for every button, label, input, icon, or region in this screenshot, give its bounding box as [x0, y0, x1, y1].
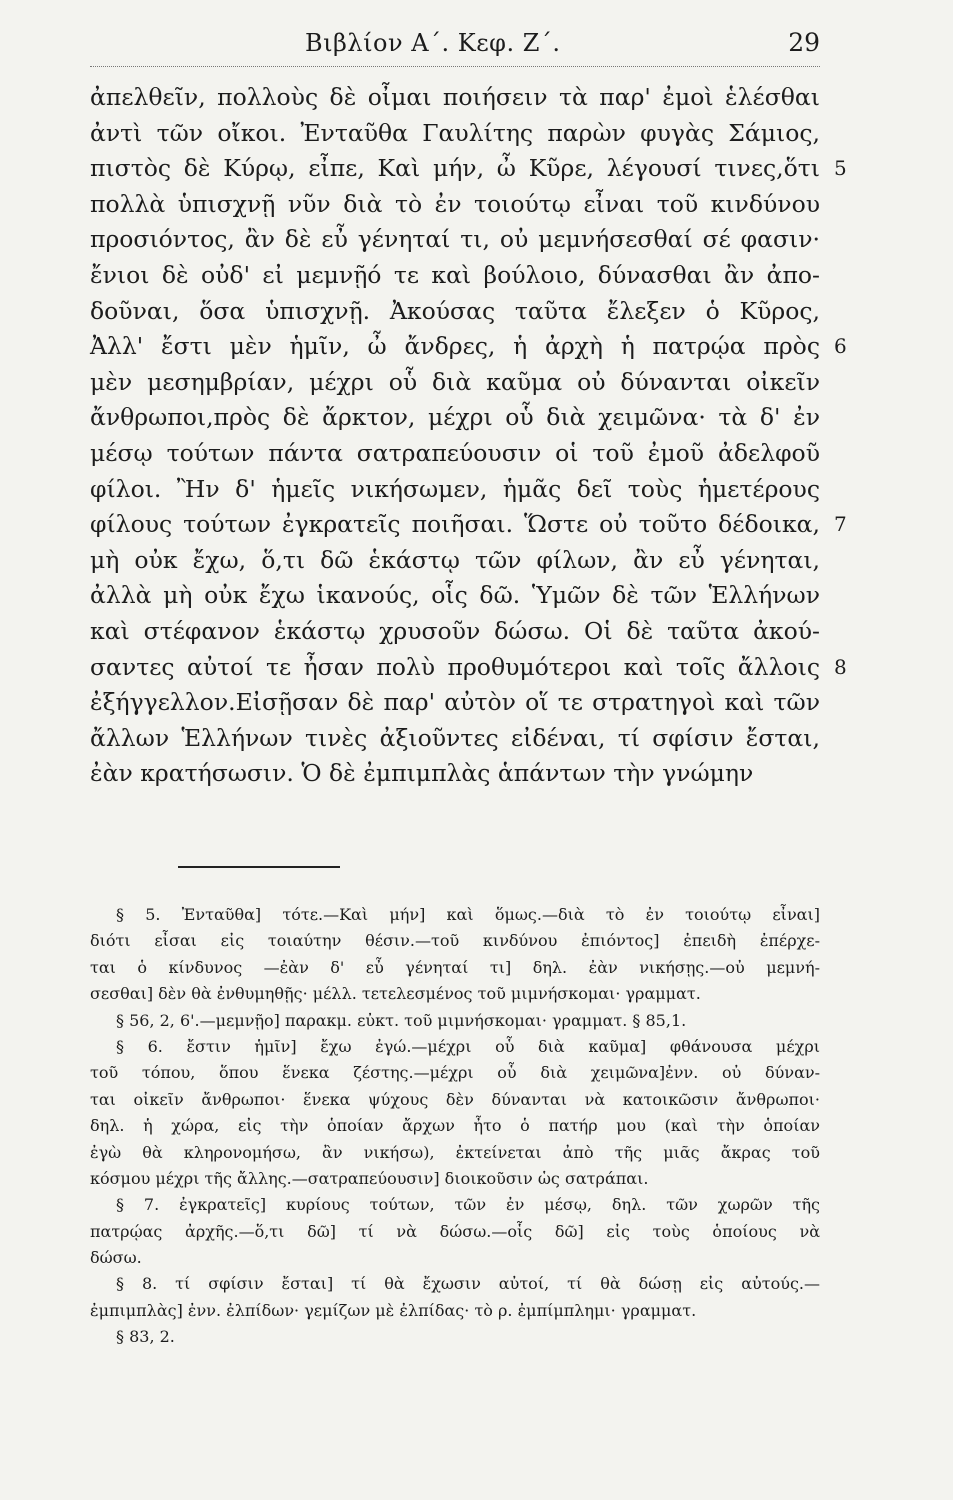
footnote-rule: [178, 866, 340, 868]
text-line: προσιόντος, ἂν δὲ εὖ γένηταί τι, οὐ μεμνήσεσθαί σέ φασιν·: [90, 225, 820, 254]
text-line: ἐὰν κρατήσωσιν. Ὁ δὲ ἐμπιμπλὰς ἁπάντων τὴν γνώμην: [90, 759, 754, 788]
main-text: [90, 80, 820, 792]
footnote-line: διότι εἶσαι εἰς τοιαύτην θέσιν.—τοῦ κινδύνου ἐπιόντος] ἐπειδὴ ἐπέρχε-: [90, 931, 820, 951]
text-line: ἀπελθεῖν, πολλοὺς δὲ οἶμαι ποιήσειν τὰ παρ' ἐμοὶ ἑλέσθαι: [90, 83, 820, 111]
text-line: ἀλλὰ μὴ οὐκ ἔχω ἱκανούς, οἷς δῶ. Ὑμῶν δὲ τῶν Ἑλλήνων: [90, 581, 820, 610]
text-line: ἀντὶ τῶν οἴκοι. Ἐνταῦθα Γαυλίτης παρὼν φυγὰς Σάμιος,: [90, 118, 820, 147]
text-line: ἐξήγγελλον.Εἰσῇσαν δὲ παρ' αὐτὸν οἵ τε στρατηγοὶ καὶ τῶν: [90, 688, 820, 717]
text-line: μὲν μεσημβρίαν, μέχρι οὗ διὰ καῦμα οὐ δύνανται οἰκεῖν: [90, 367, 820, 396]
footnotes: [90, 902, 820, 1351]
text-line: φίλοι. Ἢν δ' ἡμεῖς νικήσωμεν, ἡμᾶς δεῖ τοὺς ἡμετέρους: [90, 474, 820, 503]
footnote-line: § 56, 2, 6'.—μεμνῇο] παρακμ. εὐκτ. τοῦ μιμνήσκομαι· γραμματ. § 85,1.: [116, 1010, 687, 1030]
text-line: μέσῳ τούτων πάντα σατραπεύουσιν οἱ τοῦ ἐμοῦ ἀδελφοῦ: [90, 438, 820, 467]
text-line: καὶ στέφανον ἑκάστῳ χρυσοῦν δώσω. Οἱ δὲ ταῦτα ἀκού-: [90, 616, 820, 645]
footnote-line: § 6. ἔστιν ἡμῖν] ἔχω ἐγώ.—μέχρι οὗ διὰ καῦμα] φθάνουσα μέχρι: [116, 1036, 820, 1056]
footnote-line: σεσθαι] δὲν θὰ ἐνθυμηθῇς· μέλλ. τετελεσμένος τοῦ μιμνήσκομαι· γραμματ.: [90, 984, 701, 1004]
text-line: μὴ οὐκ ἔχω, ὅ,τι δῶ ἑκάστῳ τῶν φίλων, ἂν εὖ γένηται,: [90, 545, 820, 574]
margin-section-number: 6: [834, 334, 847, 359]
footnote-line: κόσμου μέχρι τῆς ἄλλης.—σατραπεύουσιν] διοικοῦσιν ὡς σατράπαι.: [90, 1168, 649, 1188]
footnote-line: ἐμπιμπλὰς] ἐνν. ἐλπίδων· γεμίζων μὲ ἐλπίδας· τὸ ρ. ἐμπίμπλημι· γραμματ.: [90, 1300, 697, 1320]
text-line: σαντες αὐτοί τε ἦσαν πολὺ προθυμότεροι καὶ τοῖς ἄλλοις: [90, 652, 820, 681]
footnote-line: § 8. τί σφίσιν ἔσται] τί θὰ ἔχωσιν αὐτοί, τί θὰ δώσῃ εἰς αὐτούς.—: [116, 1274, 820, 1294]
text-line: Ἀλλ' ἔστι μὲν ἡμῖν, ὦ ἄνδρες, ἡ ἀρχὴ ἡ πατρῴα πρὸς: [90, 332, 820, 361]
footnote-line: τοῦ τόπου, ὅπου ἕνεκα ζέστης.—μέχρι οὗ διὰ χειμῶνα]ἐνν. οὐ δύναν-: [90, 1063, 820, 1083]
footnote-line: ται ὁ κίνδυνος —ἐὰν δ' εὖ γένηταί τι] δηλ. ἐὰν νικήσῃς.—οὐ μεμνή-: [90, 957, 820, 977]
footnote-line: δηλ. ἡ χώρα, εἰς τὴν ὁποίαν ἄρχων ἦτο ὁ πατήρ μου (καὶ τὴν ὁποίαν: [90, 1116, 820, 1136]
text-line: ἔνιοι δὲ οὐδ' εἰ μεμνῇό τε καὶ βούλοιο, δύνασθαι ἂν ἀπο-: [90, 260, 820, 289]
footnote-line: ται οἰκεῖν ἄνθρωποι· ἕνεκα ψύχους δὲν δύνανται νὰ κατοικῶσιν ἄνθρωποι·: [90, 1089, 820, 1109]
running-head: [90, 28, 820, 62]
footnote-line: § 5. Ἐνταῦθα] τότε.—Καὶ μήν] καὶ ὅμως.—διὰ τὸ ἐν τοιούτῳ εἶναι]: [116, 905, 820, 924]
text-line: φίλους τούτων ἐγκρατεῖς ποιῆσαι. Ὥστε οὐ τοῦτο δέδοικα,: [90, 510, 820, 539]
text-line: πολλὰ ὑπισχνῇ νῦν διὰ τὸ ἐν τοιούτῳ εἶναι τοῦ κινδύνου: [90, 189, 820, 218]
footnote-line: δώσω.: [90, 1248, 142, 1268]
header-rule: [90, 66, 820, 67]
footnote-line: § 7. ἐγκρατεῖς] κυρίους τούτων, τῶν ἐν μέσῳ, δηλ. τῶν χωρῶν τῆς: [116, 1195, 820, 1215]
text-line: δοῦναι, ὅσα ὑπισχνῇ. Ἀκούσας ταῦτα ἔλεξεν ὁ Κῦρος,: [90, 296, 820, 325]
text-line: ἄνθρωποι,πρὸς δὲ ἄρκτον, μέχρι οὗ διὰ χειμῶνα· τὰ δ' ἐν: [90, 403, 820, 432]
margin-section-number: 7: [834, 512, 847, 537]
text-line: πιστὸς δὲ Κύρῳ, εἶπε, Καὶ μήν, ὦ Κῦρε, λέγουσί τινες,ὅτι: [90, 154, 820, 183]
footnote-line: πατρῴας ἀρχῆς.—ὅ,τι δῶ] τί νὰ δώσω.—οἷς δῶ] εἰς τοὺς ὁποίους νὰ: [90, 1221, 820, 1241]
text-line: ἄλλων Ἑλλήνων τινὲς ἀξιοῦντες εἰδέναι, τί σφίσιν ἔσται,: [90, 723, 820, 752]
running-title: Βιβλίον Α΄. Κεφ. Ζ΄.: [305, 29, 561, 57]
page-number: 29: [788, 28, 820, 57]
margin-section-number: 8: [834, 654, 847, 679]
footnote-line: § 83, 2.: [116, 1327, 175, 1347]
margin-section-number: 5: [834, 156, 847, 181]
footnote-line: ἐγὼ θὰ κληρονομήσω, ἂν νικήσω), ἐκτείνεται ἀπὸ τῆς μιᾶς ἄκρας τοῦ: [90, 1142, 820, 1162]
